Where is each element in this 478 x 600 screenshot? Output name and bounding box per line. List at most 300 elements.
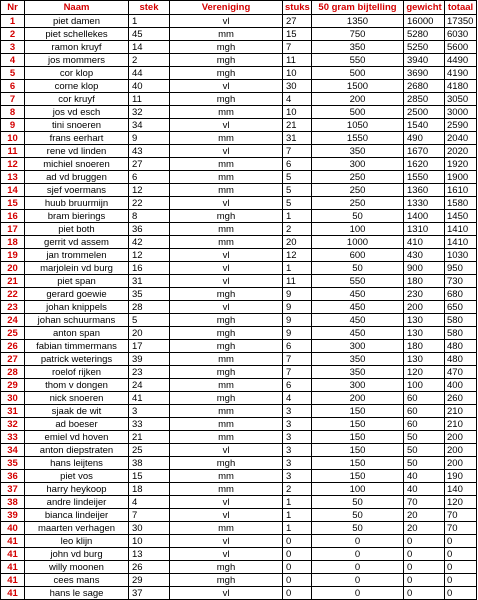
cell-vereniging: mgh	[170, 54, 283, 67]
cell-naam: nick snoeren	[25, 392, 129, 405]
cell-gewicht: 180	[404, 340, 445, 353]
table-row	[1, 106, 477, 119]
cell-stek: 12	[129, 249, 170, 262]
cell-naam: hans leijtens	[25, 457, 129, 470]
cell-bijtelling: 350	[312, 353, 404, 366]
cell-gewicht: 1360	[404, 184, 445, 197]
cell-gewicht: 180	[404, 275, 445, 288]
cell-totaal: 1410	[445, 223, 477, 236]
cell-stuks: 6	[283, 340, 312, 353]
cell-totaal: 0	[445, 561, 477, 574]
cell-vereniging: vl	[170, 587, 283, 600]
cell-stuks: 3	[283, 405, 312, 418]
cell-totaal: 0	[445, 548, 477, 561]
table-row	[1, 262, 477, 275]
cell-bijtelling: 1000	[312, 236, 404, 249]
cell-totaal: 2020	[445, 145, 477, 158]
cell-stuks: 9	[283, 314, 312, 327]
cell-stuks: 12	[283, 249, 312, 262]
cell-nr: 4	[1, 54, 25, 67]
cell-naam: bianca lindeijer	[25, 509, 129, 522]
cell-stuks: 5	[283, 197, 312, 210]
cell-naam: anton span	[25, 327, 129, 340]
cell-vereniging: mgh	[170, 574, 283, 587]
cell-stuks: 10	[283, 67, 312, 80]
cell-totaal: 4190	[445, 67, 477, 80]
cell-vereniging: mm	[170, 236, 283, 249]
cell-bijtelling: 50	[312, 496, 404, 509]
cell-stuks: 3	[283, 418, 312, 431]
cell-nr: 41	[1, 548, 25, 561]
cell-gewicht: 130	[404, 327, 445, 340]
cell-naam: harry heykoop	[25, 483, 129, 496]
cell-nr: 41	[1, 535, 25, 548]
cell-stek: 25	[129, 444, 170, 457]
cell-nr: 1	[1, 15, 25, 28]
cell-stek: 17	[129, 340, 170, 353]
table-row	[1, 28, 477, 41]
cell-vereniging: mm	[170, 405, 283, 418]
cell-stuks: 7	[283, 353, 312, 366]
cell-stek: 26	[129, 561, 170, 574]
cell-bijtelling: 550	[312, 275, 404, 288]
cell-bijtelling: 300	[312, 340, 404, 353]
table-row	[1, 132, 477, 145]
cell-naam: cees mans	[25, 574, 129, 587]
cell-gewicht: 430	[404, 249, 445, 262]
cell-vereniging: vl	[170, 444, 283, 457]
cell-stek: 27	[129, 158, 170, 171]
cell-stek: 24	[129, 379, 170, 392]
cell-vereniging: vl	[170, 496, 283, 509]
cell-stek: 11	[129, 93, 170, 106]
cell-nr: 39	[1, 509, 25, 522]
table-row	[1, 418, 477, 431]
cell-totaal: 2040	[445, 132, 477, 145]
cell-naam: corne klop	[25, 80, 129, 93]
cell-nr: 32	[1, 418, 25, 431]
cell-bijtelling: 0	[312, 587, 404, 600]
header-row	[1, 1, 477, 15]
cell-stuks: 3	[283, 470, 312, 483]
cell-bijtelling: 450	[312, 314, 404, 327]
cell-bijtelling: 350	[312, 366, 404, 379]
cell-nr: 3	[1, 41, 25, 54]
cell-nr: 11	[1, 145, 25, 158]
cell-stek: 42	[129, 236, 170, 249]
cell-vereniging: mm	[170, 470, 283, 483]
cell-totaal: 480	[445, 353, 477, 366]
cell-bijtelling: 250	[312, 184, 404, 197]
cell-stuks: 20	[283, 236, 312, 249]
cell-vereniging: mgh	[170, 340, 283, 353]
cell-naam: jan trommelen	[25, 249, 129, 262]
cell-vereniging: vl	[170, 275, 283, 288]
cell-bijtelling: 300	[312, 379, 404, 392]
table-row	[1, 67, 477, 80]
cell-stek: 29	[129, 574, 170, 587]
cell-naam: piet schellekes	[25, 28, 129, 41]
cell-bijtelling: 150	[312, 457, 404, 470]
cell-bijtelling: 50	[312, 262, 404, 275]
cell-stek: 4	[129, 496, 170, 509]
cell-vereniging: vl	[170, 509, 283, 522]
cell-stek: 10	[129, 535, 170, 548]
cell-naam: gerrit vd assem	[25, 236, 129, 249]
cell-bijtelling: 50	[312, 509, 404, 522]
cell-vereniging: mgh	[170, 561, 283, 574]
table-row	[1, 210, 477, 223]
cell-stek: 37	[129, 587, 170, 600]
table-row	[1, 54, 477, 67]
cell-nr: 20	[1, 262, 25, 275]
cell-stek: 5	[129, 314, 170, 327]
cell-vereniging: vl	[170, 548, 283, 561]
cell-nr: 31	[1, 405, 25, 418]
cell-vereniging: vl	[170, 80, 283, 93]
cell-totaal: 260	[445, 392, 477, 405]
cell-bijtelling: 350	[312, 145, 404, 158]
cell-gewicht: 2500	[404, 106, 445, 119]
cell-stuks: 9	[283, 288, 312, 301]
cell-naam: sjef voermans	[25, 184, 129, 197]
cell-naam: patrick weterings	[25, 353, 129, 366]
cell-naam: rene vd linden	[25, 145, 129, 158]
cell-gewicht: 1330	[404, 197, 445, 210]
cell-stuks: 3	[283, 457, 312, 470]
cell-gewicht: 490	[404, 132, 445, 145]
cell-naam: piet span	[25, 275, 129, 288]
table-row	[1, 444, 477, 457]
cell-stuks: 1	[283, 522, 312, 535]
cell-stek: 20	[129, 327, 170, 340]
table-row	[1, 15, 477, 28]
cell-naam: anton diepstraten	[25, 444, 129, 457]
table-row	[1, 288, 477, 301]
cell-gewicht: 20	[404, 509, 445, 522]
cell-totaal: 730	[445, 275, 477, 288]
table-row	[1, 509, 477, 522]
cell-totaal: 1410	[445, 236, 477, 249]
cell-totaal: 1030	[445, 249, 477, 262]
table-row	[1, 275, 477, 288]
cell-nr: 8	[1, 106, 25, 119]
cell-naam: ad boeser	[25, 418, 129, 431]
table-row	[1, 587, 477, 600]
table-row	[1, 197, 477, 210]
cell-totaal: 1450	[445, 210, 477, 223]
cell-gewicht: 410	[404, 236, 445, 249]
cell-vereniging: mgh	[170, 93, 283, 106]
cell-vereniging: mm	[170, 522, 283, 535]
cell-naam: piet damen	[25, 15, 129, 28]
cell-vereniging: mgh	[170, 314, 283, 327]
header-stuks: stuks	[283, 1, 312, 15]
cell-stek: 7	[129, 509, 170, 522]
cell-vereniging: vl	[170, 15, 283, 28]
table-row	[1, 171, 477, 184]
cell-gewicht: 120	[404, 366, 445, 379]
cell-stuks: 10	[283, 106, 312, 119]
cell-stuks: 7	[283, 145, 312, 158]
cell-nr: 5	[1, 67, 25, 80]
table-row	[1, 184, 477, 197]
cell-totaal: 680	[445, 288, 477, 301]
cell-naam: willy moonen	[25, 561, 129, 574]
cell-gewicht: 5250	[404, 41, 445, 54]
table-row	[1, 366, 477, 379]
cell-stek: 3	[129, 405, 170, 418]
cell-stuks: 0	[283, 535, 312, 548]
cell-bijtelling: 600	[312, 249, 404, 262]
cell-bijtelling: 0	[312, 535, 404, 548]
cell-vereniging: mm	[170, 106, 283, 119]
cell-totaal: 400	[445, 379, 477, 392]
cell-gewicht: 0	[404, 587, 445, 600]
cell-totaal: 200	[445, 444, 477, 457]
cell-bijtelling: 350	[312, 41, 404, 54]
cell-bijtelling: 150	[312, 470, 404, 483]
cell-vereniging: mgh	[170, 327, 283, 340]
cell-totaal: 3000	[445, 106, 477, 119]
cell-gewicht: 3690	[404, 67, 445, 80]
cell-stek: 14	[129, 41, 170, 54]
cell-bijtelling: 450	[312, 301, 404, 314]
cell-vereniging: mgh	[170, 67, 283, 80]
table-row	[1, 93, 477, 106]
cell-stuks: 9	[283, 301, 312, 314]
cell-nr: 14	[1, 184, 25, 197]
cell-stek: 21	[129, 431, 170, 444]
cell-stuks: 4	[283, 93, 312, 106]
cell-gewicht: 0	[404, 574, 445, 587]
cell-gewicht: 1550	[404, 171, 445, 184]
table-row	[1, 483, 477, 496]
cell-stek: 33	[129, 418, 170, 431]
cell-naam: andre lindeijer	[25, 496, 129, 509]
cell-gewicht: 2680	[404, 80, 445, 93]
cell-stek: 12	[129, 184, 170, 197]
table-row	[1, 392, 477, 405]
cell-stek: 30	[129, 522, 170, 535]
cell-nr: 21	[1, 275, 25, 288]
cell-gewicht: 40	[404, 470, 445, 483]
cell-gewicht: 3940	[404, 54, 445, 67]
cell-bijtelling: 250	[312, 197, 404, 210]
cell-totaal: 1610	[445, 184, 477, 197]
cell-nr: 41	[1, 587, 25, 600]
cell-vereniging: mm	[170, 28, 283, 41]
cell-stuks: 21	[283, 119, 312, 132]
cell-bijtelling: 1350	[312, 15, 404, 28]
cell-totaal: 210	[445, 418, 477, 431]
cell-naam: thom v dongen	[25, 379, 129, 392]
cell-totaal: 0	[445, 535, 477, 548]
cell-nr: 13	[1, 171, 25, 184]
cell-stek: 44	[129, 67, 170, 80]
cell-stuks: 31	[283, 132, 312, 145]
cell-stuks: 0	[283, 587, 312, 600]
cell-totaal: 1900	[445, 171, 477, 184]
cell-bijtelling: 500	[312, 67, 404, 80]
cell-nr: 36	[1, 470, 25, 483]
header-naam: Naam	[25, 1, 129, 15]
cell-nr: 19	[1, 249, 25, 262]
table-row	[1, 548, 477, 561]
cell-nr: 9	[1, 119, 25, 132]
cell-naam: emiel vd hoven	[25, 431, 129, 444]
cell-vereniging: vl	[170, 535, 283, 548]
cell-gewicht: 60	[404, 418, 445, 431]
cell-nr: 30	[1, 392, 25, 405]
cell-vereniging: vl	[170, 301, 283, 314]
table-row	[1, 353, 477, 366]
cell-vereniging: mgh	[170, 288, 283, 301]
table-row	[1, 522, 477, 535]
cell-vereniging: mm	[170, 483, 283, 496]
cell-vereniging: mm	[170, 418, 283, 431]
cell-totaal: 70	[445, 522, 477, 535]
cell-bijtelling: 0	[312, 561, 404, 574]
cell-vereniging: mgh	[170, 392, 283, 405]
cell-stuks: 11	[283, 54, 312, 67]
cell-naam: piet vos	[25, 470, 129, 483]
table-row	[1, 41, 477, 54]
cell-nr: 16	[1, 210, 25, 223]
cell-stek: 41	[129, 392, 170, 405]
cell-totaal: 17350	[445, 15, 477, 28]
cell-stuks: 4	[283, 392, 312, 405]
cell-nr: 28	[1, 366, 25, 379]
cell-nr: 18	[1, 236, 25, 249]
cell-totaal: 6030	[445, 28, 477, 41]
cell-stek: 16	[129, 262, 170, 275]
cell-naam: marjolein vd burg	[25, 262, 129, 275]
cell-naam: frans eerhart	[25, 132, 129, 145]
cell-gewicht: 0	[404, 561, 445, 574]
table-row	[1, 249, 477, 262]
cell-stek: 28	[129, 301, 170, 314]
cell-vereniging: mm	[170, 132, 283, 145]
cell-naam: fabian timmermans	[25, 340, 129, 353]
cell-stek: 31	[129, 275, 170, 288]
cell-totaal: 200	[445, 457, 477, 470]
cell-nr: 12	[1, 158, 25, 171]
cell-vereniging: vl	[170, 249, 283, 262]
cell-nr: 34	[1, 444, 25, 457]
cell-bijtelling: 550	[312, 54, 404, 67]
table-row	[1, 314, 477, 327]
cell-naam: bram bierings	[25, 210, 129, 223]
table-row	[1, 223, 477, 236]
cell-totaal: 4180	[445, 80, 477, 93]
cell-naam: piet both	[25, 223, 129, 236]
header-nr: Nr	[1, 1, 25, 15]
cell-totaal: 190	[445, 470, 477, 483]
cell-vereniging: mm	[170, 379, 283, 392]
cell-totaal: 470	[445, 366, 477, 379]
table-row	[1, 405, 477, 418]
cell-nr: 2	[1, 28, 25, 41]
cell-stuks: 1	[283, 509, 312, 522]
cell-naam: ramon kruyf	[25, 41, 129, 54]
cell-stek: 45	[129, 28, 170, 41]
cell-gewicht: 50	[404, 431, 445, 444]
cell-vereniging: mm	[170, 171, 283, 184]
cell-vereniging: mm	[170, 223, 283, 236]
table-row	[1, 80, 477, 93]
cell-stuks: 0	[283, 548, 312, 561]
cell-stuks: 3	[283, 444, 312, 457]
cell-stuks: 15	[283, 28, 312, 41]
cell-stuks: 0	[283, 574, 312, 587]
cell-stuks: 3	[283, 431, 312, 444]
cell-nr: 41	[1, 574, 25, 587]
cell-vereniging: mm	[170, 158, 283, 171]
cell-bijtelling: 100	[312, 223, 404, 236]
cell-stuks: 2	[283, 483, 312, 496]
cell-stuks: 1	[283, 262, 312, 275]
cell-totaal: 0	[445, 587, 477, 600]
cell-stek: 2	[129, 54, 170, 67]
cell-stuks: 1	[283, 210, 312, 223]
table-row	[1, 457, 477, 470]
cell-stuks: 6	[283, 158, 312, 171]
cell-nr: 35	[1, 457, 25, 470]
cell-vereniging: mgh	[170, 366, 283, 379]
cell-totaal: 70	[445, 509, 477, 522]
table-row	[1, 561, 477, 574]
cell-stuks: 30	[283, 80, 312, 93]
cell-naam: cor kruyf	[25, 93, 129, 106]
results-body	[1, 15, 477, 600]
cell-totaal: 650	[445, 301, 477, 314]
cell-naam: michiel snoeren	[25, 158, 129, 171]
table-row	[1, 431, 477, 444]
cell-gewicht: 5280	[404, 28, 445, 41]
cell-totaal: 580	[445, 314, 477, 327]
cell-bijtelling: 300	[312, 158, 404, 171]
cell-totaal: 480	[445, 340, 477, 353]
header-stek: stek	[129, 1, 170, 15]
cell-stuks: 9	[283, 327, 312, 340]
cell-totaal: 1920	[445, 158, 477, 171]
header-gewicht: gewicht	[404, 1, 445, 15]
header-totaal: totaal	[445, 1, 477, 15]
cell-vereniging: vl	[170, 145, 283, 158]
cell-gewicht: 130	[404, 353, 445, 366]
cell-bijtelling: 200	[312, 392, 404, 405]
cell-gewicht: 230	[404, 288, 445, 301]
cell-bijtelling: 0	[312, 548, 404, 561]
cell-vereniging: mgh	[170, 210, 283, 223]
cell-vereniging: mm	[170, 353, 283, 366]
cell-stek: 38	[129, 457, 170, 470]
cell-naam: maarten verhagen	[25, 522, 129, 535]
cell-bijtelling: 150	[312, 418, 404, 431]
cell-naam: hans le sage	[25, 587, 129, 600]
cell-naam: roelof rijken	[25, 366, 129, 379]
cell-totaal: 5600	[445, 41, 477, 54]
cell-gewicht: 70	[404, 496, 445, 509]
cell-stek: 23	[129, 366, 170, 379]
cell-bijtelling: 50	[312, 210, 404, 223]
table-row	[1, 158, 477, 171]
table-row	[1, 470, 477, 483]
cell-gewicht: 20	[404, 522, 445, 535]
cell-gewicht: 1670	[404, 145, 445, 158]
cell-nr: 10	[1, 132, 25, 145]
